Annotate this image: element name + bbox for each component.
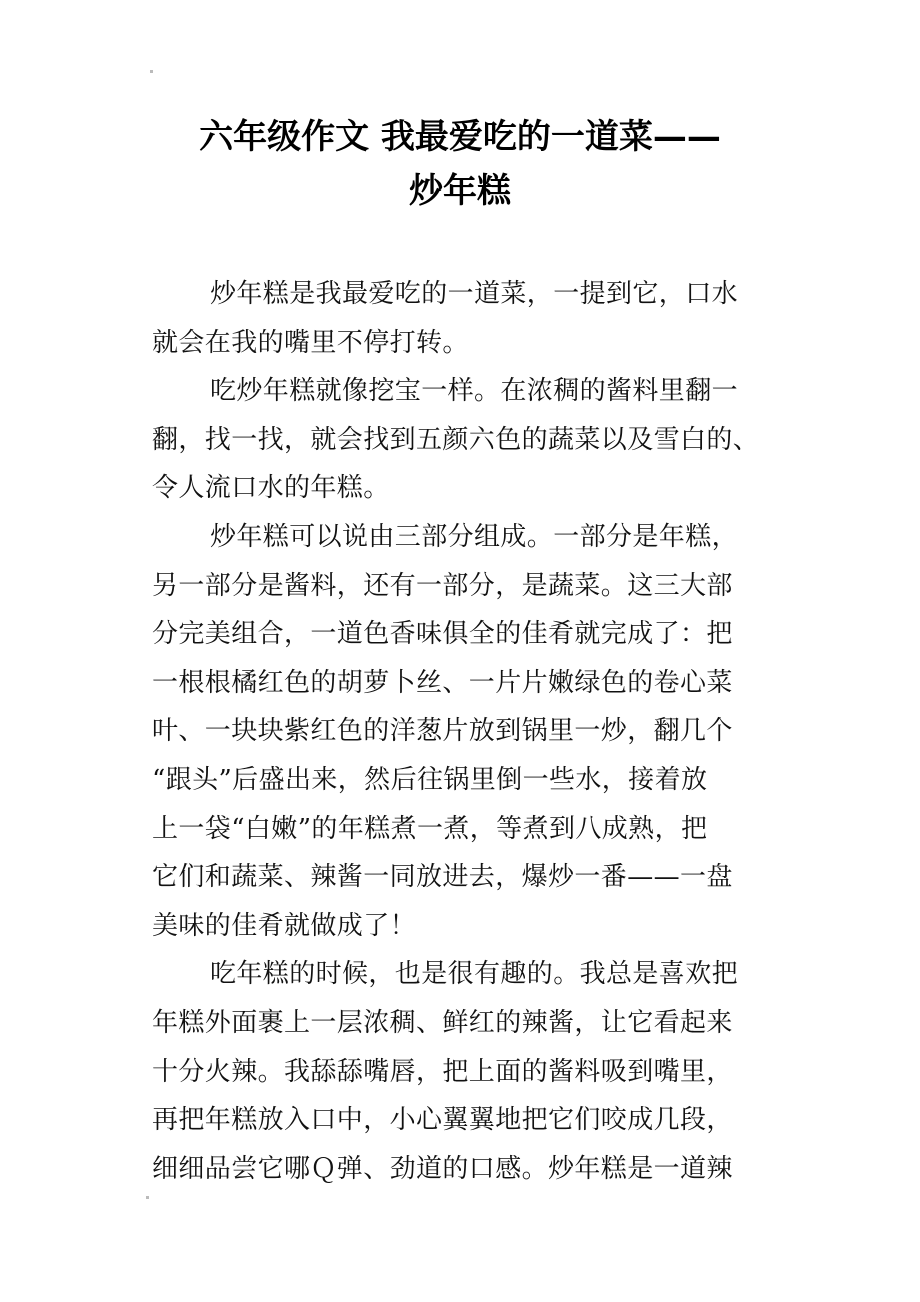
scan-mark <box>150 70 153 73</box>
text-line: 年糕外面裹上一层浓稠、鲜红的辣酱，让它看起来 <box>152 1007 733 1038</box>
text-line: 令人流口水的年糕。 <box>152 473 390 504</box>
text-line: 炒年糕可以说由三部分组成。一部分是年糕， <box>210 521 739 552</box>
text-line: “跟头”后盛出来，然后往锅里倒一些水，接着放 <box>152 764 708 795</box>
document-body <box>152 270 772 1193</box>
paragraph <box>152 367 772 513</box>
text-line: 炒年糕是我最爱吃的一道菜，一提到它，口水 <box>210 279 739 309</box>
text-line: 一根根橘红色的胡萝卜丝、一片片嫩绿色的卷心菜 <box>152 667 733 698</box>
text-line: 它们和蔬菜、辣酱一同放进去，爆炒一番——一盘 <box>152 862 733 893</box>
text-line: 再把年糕放入口中，小心翼翼地把它们咬成几段， <box>152 1105 733 1136</box>
text-line: 吃炒年糕就像挖宝一样。在浓稠的酱料里翻一 <box>210 376 739 407</box>
text-line: 翻，找一找，就会找到五颜六色的蔬菜以及雪白的、 <box>152 424 760 455</box>
text-line: 十分火辣。我舔舔嘴唇，把上面的酱料吸到嘴里， <box>152 1056 733 1087</box>
title-line-2: 炒年糕 <box>409 171 511 211</box>
paragraph <box>152 270 772 367</box>
text-line: 吃年糕的时候，也是很有趣的。我总是喜欢把 <box>210 959 739 990</box>
text-line: 细细品尝它哪Ｑ弹、劲道的口感。炒年糕是一道辣 <box>152 1153 733 1184</box>
title-line-1: 六年级作文 我最爱吃的一道菜—— <box>199 117 721 157</box>
text-line: 美味的佳肴就做成了！ <box>152 910 417 941</box>
text-line: 叶、一块块紫红色的洋葱片放到锅里一炒，翻几个 <box>152 716 733 747</box>
paragraph <box>152 513 772 950</box>
text-line: 上一袋“白嫩”的年糕煮一煮，等煮到八成熟，把 <box>152 813 708 844</box>
text-line: 就会在我的嘴里不停打转。 <box>152 327 469 358</box>
text-line: 另一部分是酱料，还有一部分，是蔬菜。这三大部 <box>152 570 733 601</box>
scan-mark <box>146 1196 149 1199</box>
paragraph <box>152 950 772 1193</box>
document-title <box>120 110 800 218</box>
text-line: 分完美组合，一道色香味俱全的佳肴就完成了：把 <box>152 619 733 650</box>
